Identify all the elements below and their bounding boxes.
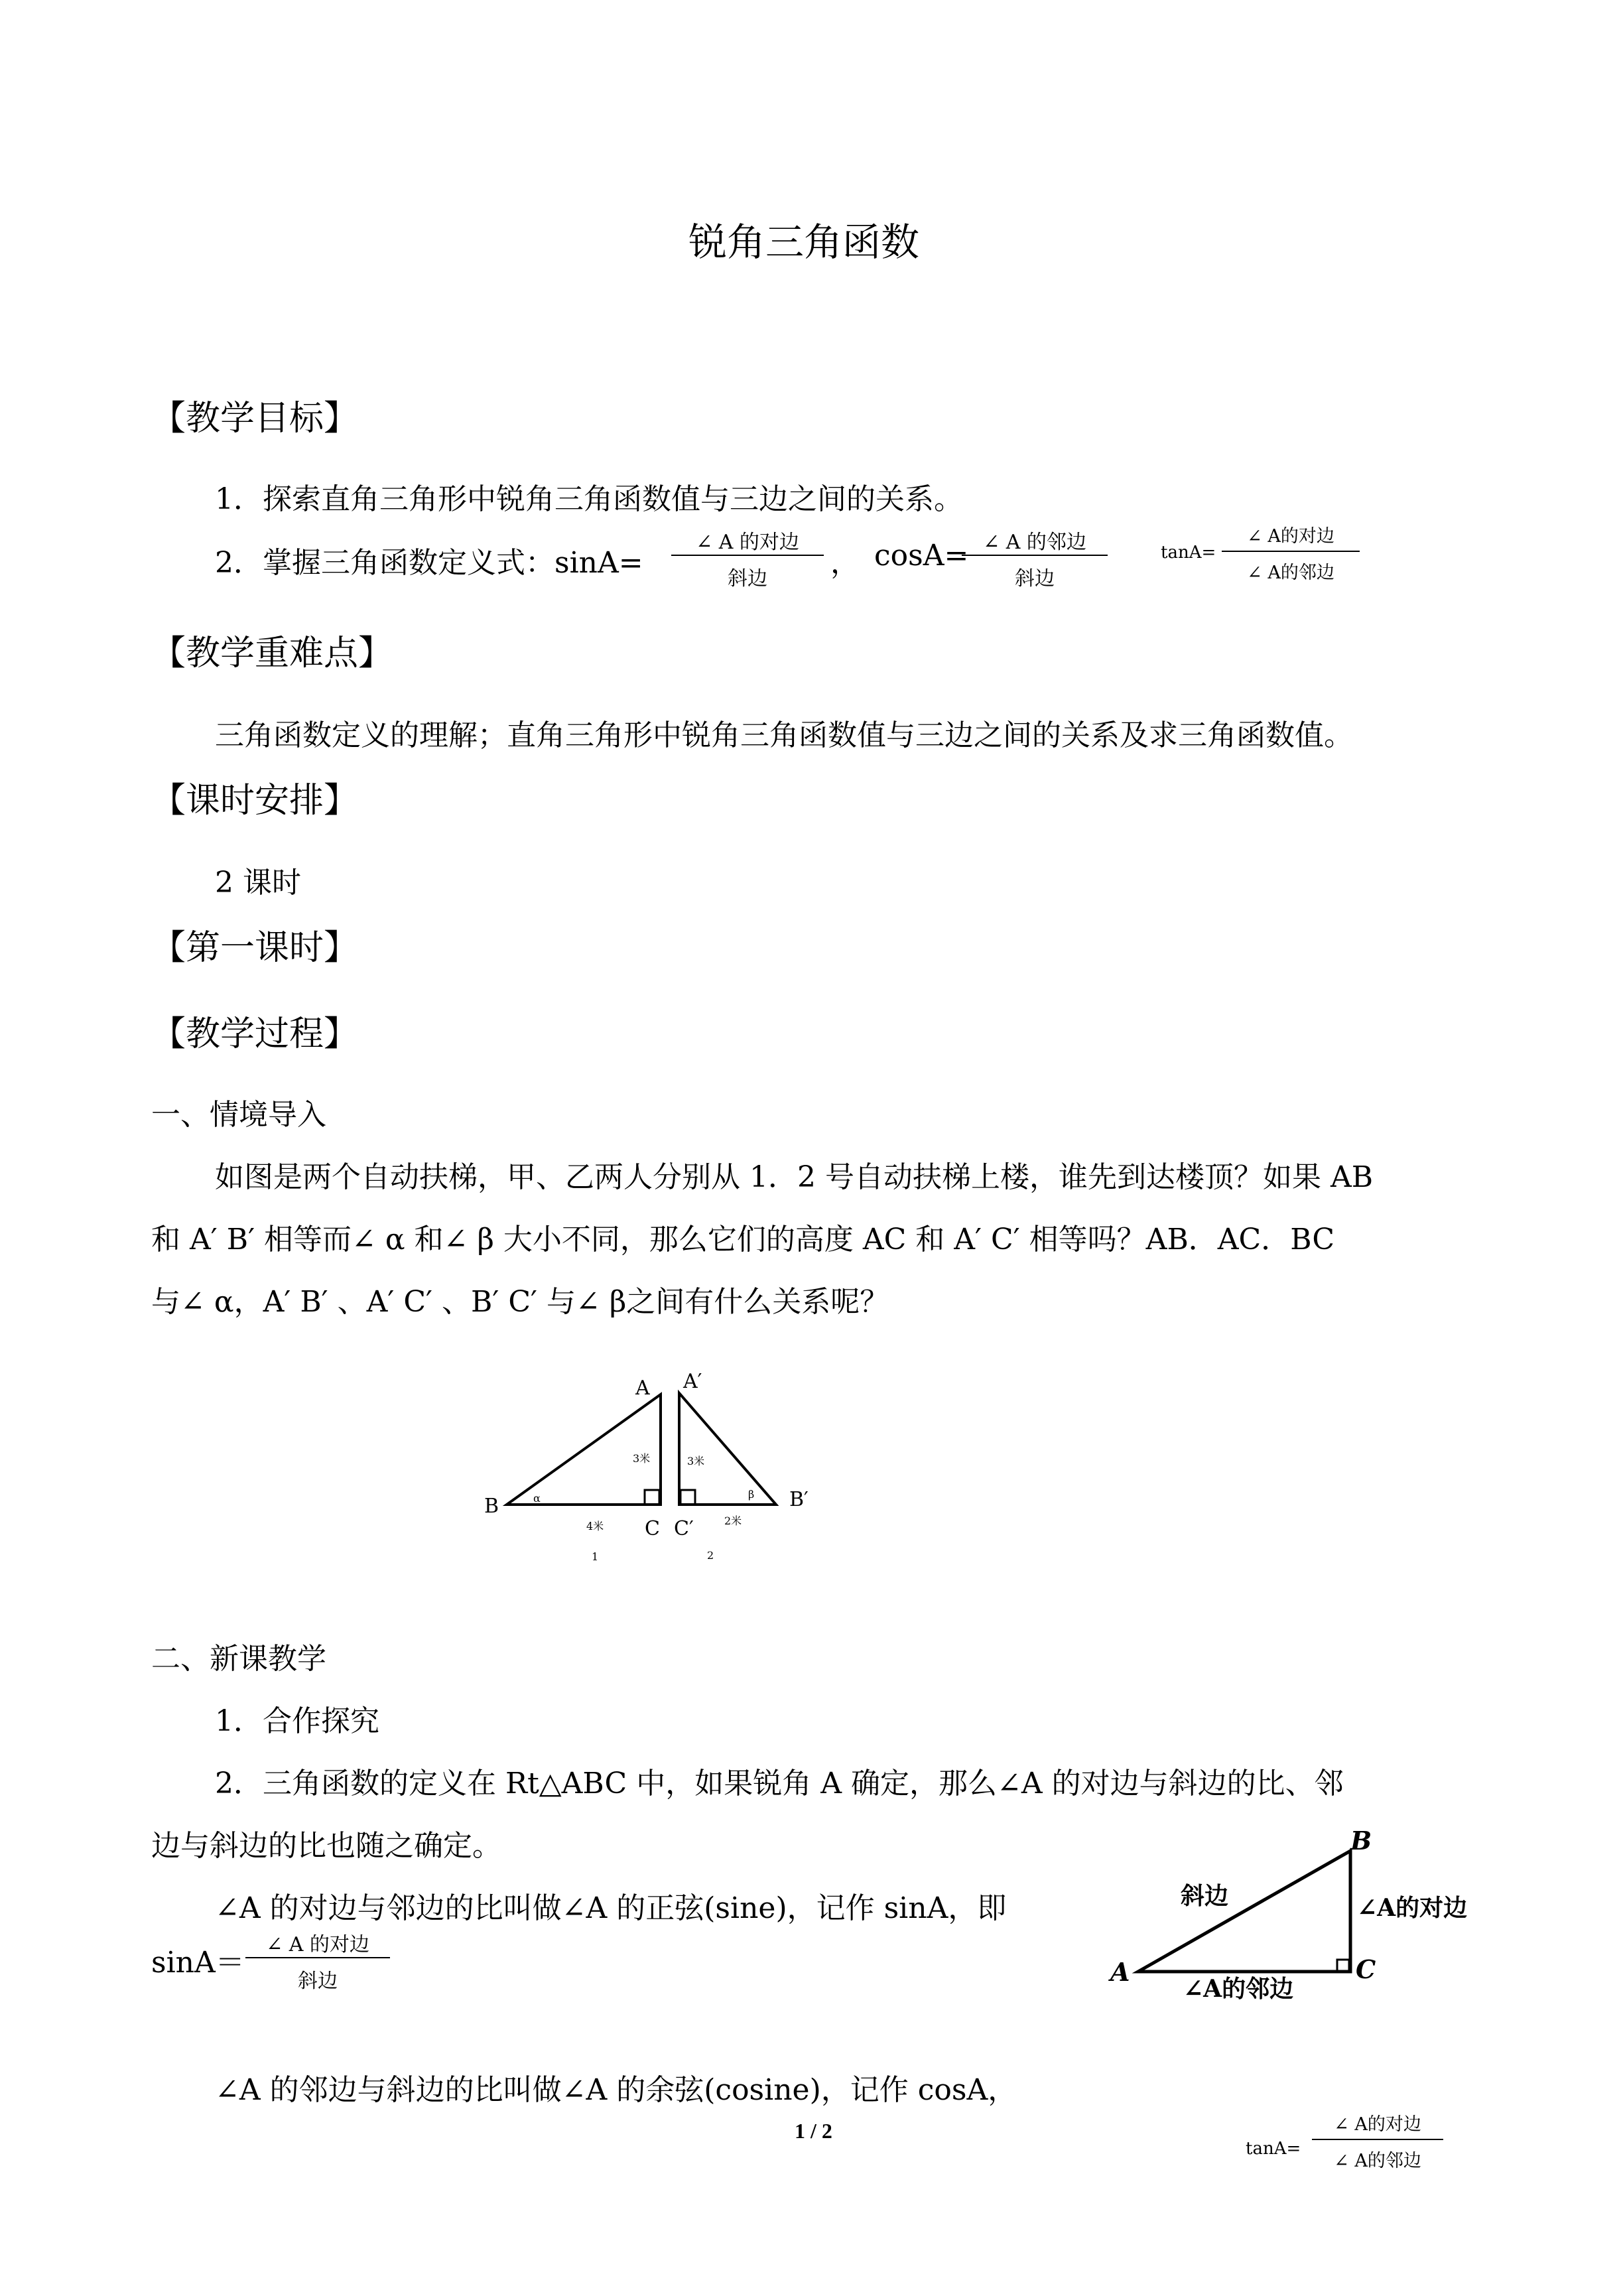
base-label-2: 2米	[724, 1515, 742, 1527]
page-number: 1 / 2	[795, 2119, 832, 2143]
fraction-numerator: ∠ A 的对边	[696, 531, 799, 554]
section-heading-schedule: 【课时安排】	[151, 781, 359, 821]
fraction-numerator: ∠ A的对边	[1247, 526, 1334, 547]
sin-fraction	[671, 525, 824, 592]
goal-item-1: 1．探索直角三角形中锐角三角函数值与三边之间的关系。	[215, 482, 963, 516]
tan-label: tanA=	[1161, 543, 1216, 563]
definition-line-2: 边与斜边的比也随之确定。	[151, 1829, 501, 1863]
vertex-label-a: A	[1110, 1957, 1130, 1987]
adjacent-side-label: ∠A的邻边	[1183, 1975, 1294, 2003]
angle-label-alpha: α	[533, 1492, 541, 1505]
cosine-definition-text: ∠A 的邻边与斜边的比叫做∠A 的余弦(cosine)，记作 cosA，	[215, 2073, 1017, 2107]
vertex-label-a: A	[635, 1377, 650, 1400]
page-title: 锐角三角函数	[688, 220, 920, 265]
hypotenuse-label: 斜边	[1181, 1882, 1229, 1910]
schedule-text: 2 课时	[215, 866, 301, 900]
right-angle-mark	[645, 1490, 659, 1505]
new-lesson-heading: 二、新课教学	[151, 1642, 326, 1676]
section-heading-goals: 【教学目标】	[151, 399, 359, 439]
triangle-abc	[1138, 1851, 1350, 1972]
fraction-numerator: ∠ A 的对边	[266, 1933, 369, 1956]
sine-fraction	[245, 1928, 390, 1994]
new-lesson-item-1: 1．合作探究	[215, 1704, 379, 1738]
opposite-side-label: ∠A的对边	[1357, 1894, 1468, 1922]
intro-heading: 一、情境导入	[151, 1098, 326, 1132]
key-points-text: 三角函数定义的理解；直角三角形中锐角三角函数值与三边之间的关系及求三角函数值。	[215, 718, 1353, 752]
fraction-bar	[671, 555, 824, 556]
vertex-label-c: C	[645, 1517, 660, 1540]
fraction-denominator: 斜边	[298, 1970, 338, 1993]
section-heading-key-points: 【教学重难点】	[151, 634, 393, 673]
sine-label: sinA＝	[151, 1946, 245, 1980]
fraction-bar	[1312, 2139, 1443, 2140]
fraction-denominator: 斜边	[1015, 567, 1055, 590]
section-heading-process: 【教学过程】	[151, 1014, 359, 1054]
fraction-bar	[962, 555, 1108, 556]
vertex-label-b: B	[1350, 1831, 1372, 1856]
fraction-denominator: ∠ A的邻边	[1334, 2151, 1421, 2171]
side-label-2: 3米	[687, 1455, 705, 1467]
intro-paragraph-line-1: 如图是两个自动扶梯，甲、乙两人分别从 1．2 号自动扶梯上楼，谁先到达楼顶？如果 AB	[215, 1160, 1374, 1194]
fraction-denominator: ∠ A的邻边	[1247, 563, 1334, 583]
fraction-bar	[1222, 551, 1360, 552]
vertex-label-c: C	[1356, 1954, 1376, 1984]
escalator-number-1: 1	[592, 1550, 599, 1563]
angle-label-beta: β	[748, 1488, 755, 1501]
sine-definition-text: ∠A 的对边与邻边的比叫做∠A 的正弦(sine)，记作 sinA，即	[215, 1891, 1007, 1925]
definition-line-1: 2．三角函数的定义在 Rt△ABC 中，如果锐角 A 确定，那么∠A 的对边与斜边的比、邻	[215, 1767, 1344, 1800]
footer-tan-label: tanA=	[1246, 2139, 1301, 2159]
vertex-label-b-prime: B′	[789, 1488, 809, 1511]
fraction-numerator: ∠ A的对边	[1334, 2114, 1421, 2135]
triangle-2	[679, 1393, 776, 1505]
goal-item-2: 2．掌握三角函数定义式：sinA=	[215, 546, 643, 580]
escalator-triangles-figure	[464, 1340, 836, 1572]
base-label-1: 4米	[586, 1520, 604, 1532]
right-angle-mark	[1337, 1960, 1349, 1972]
cos-label: cosA=	[874, 539, 969, 573]
intro-paragraph-line-2: 和 A′ B′ 相等而∠ α 和∠ β 大小不同，那么它们的高度 AC 和 A′ C′ 相等吗？AB．AC．BC	[151, 1223, 1335, 1256]
vertex-label-b: B	[484, 1495, 499, 1518]
escalator-number-2: 2	[707, 1549, 714, 1562]
intro-paragraph-line-3: 与∠ α，A′ B′ 、A′ C′ 、B′ C′ 与∠ β之间有什么关系呢？	[151, 1285, 889, 1319]
vertex-label-c-prime: C′	[674, 1517, 694, 1540]
fraction-numerator: ∠ A 的邻边	[983, 531, 1086, 554]
right-angle-mark	[681, 1490, 695, 1505]
footer-tan-fraction	[1312, 2110, 1443, 2176]
side-label-1: 3米	[633, 1452, 651, 1465]
fraction-denominator: 斜边	[728, 567, 767, 590]
tan-fraction	[1222, 521, 1360, 588]
triangle-1	[507, 1394, 661, 1505]
vertex-label-a-prime: A′	[683, 1370, 702, 1393]
fraction-bar	[245, 1957, 390, 1958]
comma: ，	[830, 546, 860, 580]
section-heading-first-lesson: 【第一课时】	[151, 928, 359, 968]
right-triangle-abc-figure	[1101, 1831, 1486, 2003]
cos-fraction	[962, 525, 1108, 592]
